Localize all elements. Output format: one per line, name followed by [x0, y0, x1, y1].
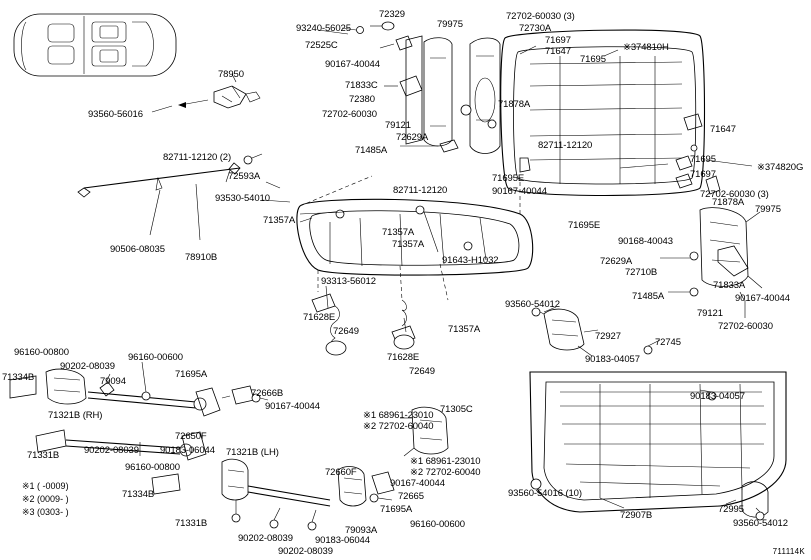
part-label-79975: 79975 [755, 204, 781, 215]
part-label-93560-54012: 93560-54012 [733, 518, 788, 529]
part-label-71485a: 71485A [632, 291, 665, 302]
part-label-96160-00600: 96160-00600 [410, 519, 465, 530]
part-label-71357a: 71357A [382, 227, 415, 238]
part-label-71695: 71695 [580, 54, 606, 65]
part-label-90183-06044: 90183-06044 [160, 445, 215, 456]
part-label-90202-08039: 90202-08039 [60, 361, 115, 372]
part-label-71331b: 71331B [27, 450, 60, 461]
part-label-90506-08035: 90506-08035 [110, 244, 165, 255]
note-3: ※3 (0303- ) [22, 507, 69, 517]
part-label-71695: 71695 [690, 154, 716, 165]
part-label-72649: 72649 [333, 326, 359, 337]
part-label-72660f: 72660F [325, 467, 357, 478]
part-label-72907b: 72907B [620, 510, 653, 521]
part-label-374820g: ※374820G [757, 162, 804, 173]
part-label-90202-08039: 90202-08039 [238, 533, 293, 544]
part-label-90167-40044: 90167-40044 [492, 186, 547, 197]
part-label-82711-12120: 82711-12120 [393, 185, 448, 196]
part-label-82711-12120-2: 82711-12120 (2) [163, 152, 232, 163]
part-label-71321b-rh: 71321B (RH) [48, 410, 103, 421]
part-label-90167-40044: 90167-40044 [390, 478, 445, 489]
part-label-96160-00800: 96160-00800 [125, 462, 180, 473]
part-label-374810h: ※374810H [623, 42, 669, 53]
part-label-90202-08039: 90202-08039 [84, 445, 139, 456]
part-label-71695a: 71695A [380, 504, 413, 515]
part-label-79975: 79975 [437, 19, 463, 30]
part-label-71334b: 71334B [122, 489, 155, 500]
part-label-72329: 72329 [379, 9, 405, 20]
part-label-71628e: 71628E [303, 312, 336, 323]
part-label-82711-12120: 82711-12120 [538, 140, 593, 151]
part-label-71334b: 71334B [2, 372, 35, 383]
part-label-72702-60030-3: 72702-60030 (3) [506, 11, 575, 22]
diagram-notes [22, 480, 69, 519]
part-label-79093a: 79093A [345, 525, 378, 536]
part-label-90183-06044: 90183-06044 [315, 535, 370, 546]
part-label-78910b: 78910B [185, 252, 218, 263]
part-label-93530-54010: 93530-54010 [215, 193, 270, 204]
vehicle-plan-view [14, 14, 176, 76]
part-label-96160-00800: 96160-00800 [14, 347, 69, 358]
part-label-78950: 78950 [218, 69, 244, 80]
part-label-79121: 79121 [697, 308, 723, 319]
part-label-93560-54012: 93560-54012 [505, 299, 560, 310]
part-label-90183-04057: 90183-04057 [585, 354, 640, 365]
part-label-2-72702-60040: ※2 72702-60040 [410, 467, 481, 478]
part-label-91643-h1032: 91643-H1032 [442, 255, 499, 266]
part-label-72665: 72665 [398, 491, 424, 502]
part-label-71357a: 71357A [448, 324, 481, 335]
part-label-71878a: 71878A [712, 197, 745, 208]
part-label-71697: 71697 [545, 35, 571, 46]
part-label-93240-56025: 93240-56025 [296, 23, 351, 34]
part-label-72650f: 72650F [175, 431, 207, 442]
part-label-72995: 72995 [718, 504, 744, 515]
part-label-72380: 72380 [349, 94, 375, 105]
part-label-90167-40044: 90167-40044 [735, 293, 790, 304]
part-label-72649: 72649 [409, 366, 435, 377]
part-label-90167-40044: 90167-40044 [325, 59, 380, 70]
part-label-71357a: 71357A [263, 215, 296, 226]
part-label-93560-56016: 93560-56016 [88, 109, 143, 120]
part-label-72730a: 72730A [519, 23, 552, 34]
part-label-79121: 79121 [385, 120, 411, 131]
part-label-71878a: 71878A [498, 99, 531, 110]
part-label-71321b-lh: 71321B (LH) [226, 447, 279, 458]
part-label-72702-60030: 72702-60030 [718, 321, 773, 332]
part-label-93560-54016-10: 93560-54016 (10) [508, 488, 582, 499]
part-label-1-68961-23010: ※1 68961-23010 [363, 410, 434, 421]
part-label-90168-40043: 90168-40043 [618, 236, 673, 247]
part-label-90167-40044: 90167-40044 [265, 401, 320, 412]
part-label-72525c: 72525C [305, 40, 338, 51]
part-label-72927: 72927 [595, 331, 621, 342]
sheet-code: 711114K [772, 547, 805, 556]
part-label-71305c: 71305C [440, 404, 473, 415]
part-label-90202-08039: 90202-08039 [278, 546, 333, 557]
part-label-72702-60030-3: 72702-60030 (3) [700, 189, 769, 200]
part-label-71485a: 71485A [355, 145, 388, 156]
part-label-72666b: 72666B [251, 388, 284, 399]
part-label-71647: 71647 [545, 46, 571, 57]
part-label-71833a: 71833A [713, 280, 746, 291]
part-label-71331b: 71331B [175, 518, 208, 529]
note-1: ※1 ( -0009) [22, 481, 69, 491]
part-label-90183-04057: 90183-04057 [690, 391, 745, 402]
part-label-71647: 71647 [710, 124, 736, 135]
part-label-71695e: 71695E [568, 220, 601, 231]
part-label-71628e: 71628E [387, 352, 420, 363]
part-label-71695a: 71695A [175, 369, 208, 380]
part-label-71833c: 71833C [345, 80, 378, 91]
part-label-72745: 72745 [655, 337, 681, 348]
part-label-71695e: 71695E [492, 173, 525, 184]
part-label-71357a: 71357A [392, 239, 425, 250]
part-label-96160-00600: 96160-00600 [128, 352, 183, 363]
part-label-72702-60030: 72702-60030 [322, 109, 377, 120]
part-label-93313-56012: 93313-56012 [321, 276, 376, 287]
part-label-79094: 79094 [100, 376, 126, 387]
part-label-1-68961-23010: ※1 68961-23010 [410, 456, 481, 467]
part-label-72710b: 72710B [625, 267, 658, 278]
part-label-71697: 71697 [690, 169, 716, 180]
part-label-72629a: 72629A [396, 132, 429, 143]
part-label-2-72702-60040: ※2 72702-60040 [363, 421, 434, 432]
part-label-72593a: 72593A [228, 171, 261, 182]
note-2: ※2 (0009- ) [22, 494, 69, 504]
part-label-72629a: 72629A [600, 256, 633, 267]
